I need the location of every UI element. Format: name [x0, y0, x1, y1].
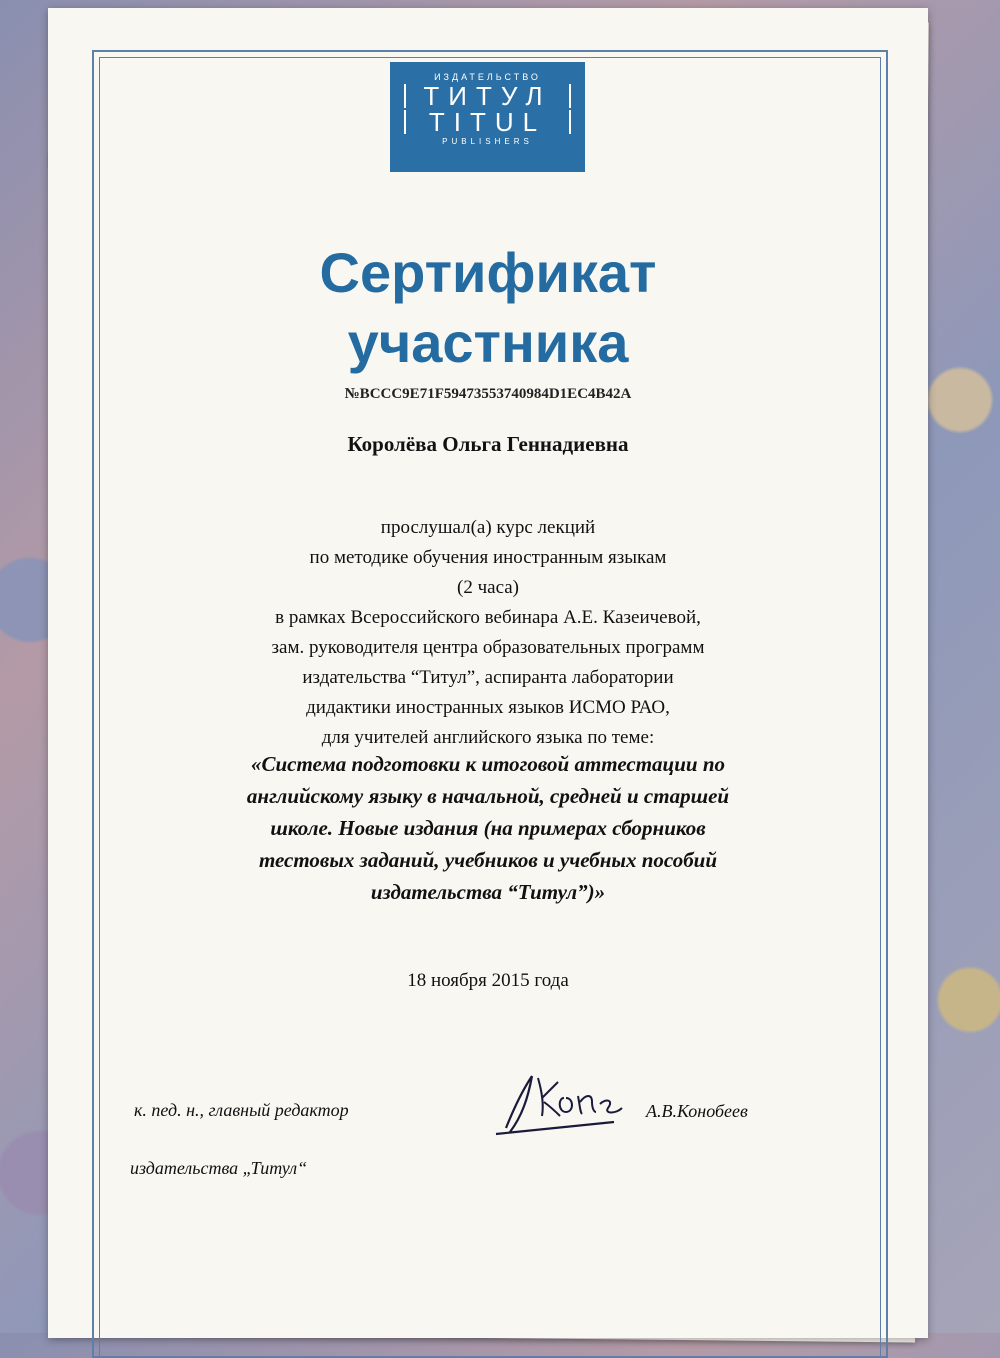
topic-line: тестовых заданий, учебников и учебных пособий	[258, 848, 718, 872]
handwritten-signature	[484, 1068, 634, 1138]
body-line: (2 часа)	[457, 577, 519, 598]
logo-titul-en: TITUL	[404, 110, 571, 134]
participant-name: Королёва Ольга Геннадиевна	[347, 432, 629, 456]
topic-line: «Система подготовки к итоговой аттестации по	[250, 752, 726, 776]
logo-publisher-ru: ИЗДАТЕЛЬСТВО	[434, 72, 541, 82]
webinar-topic	[188, 748, 788, 908]
body-line: издательства “Титул”, аспиранта лаборатории	[302, 667, 674, 688]
certificate-sheet	[48, 8, 928, 1338]
logo-publisher-en: PUBLISHERS	[442, 137, 533, 146]
body-line: по методике обучения иностранным языкам	[309, 547, 667, 568]
signer-title: к. пед. н., главный редактор	[134, 1100, 349, 1120]
logo-titul-ru: ТИТУЛ	[404, 84, 571, 108]
title-line-1: Сертификат	[319, 241, 657, 304]
topic-line: издательства “Титул”)»	[370, 880, 606, 904]
titul-logo	[390, 62, 585, 172]
body-line: дидактики иностранных языков ИСМО РАО,	[306, 697, 670, 718]
certificate-title	[48, 238, 928, 378]
signer-publisher: издательства „Титул“	[130, 1158, 308, 1178]
certificate-body	[48, 513, 928, 753]
topic-line: школе. Новые издания (на примерах сборников	[270, 816, 706, 840]
certificate-number: №BCCC9E71F59473553740984D1EC4B42A	[344, 386, 632, 402]
signer-name: А.В.Конобеев	[646, 1101, 748, 1121]
topic-line: английскому языку в начальной, средней и старшей	[246, 784, 730, 808]
certificate-date: 18 ноября 2015 года	[407, 970, 569, 991]
body-line: прослушал(а) курс лекций	[380, 517, 596, 538]
body-line: зам. руководителя центра образовательных программ	[271, 637, 705, 658]
body-line: в рамках Всероссийского вебинара А.Е. Казеичевой,	[275, 607, 701, 628]
title-line-2: участника	[347, 311, 629, 374]
body-line: для учителей английского языка по теме:	[321, 727, 655, 748]
